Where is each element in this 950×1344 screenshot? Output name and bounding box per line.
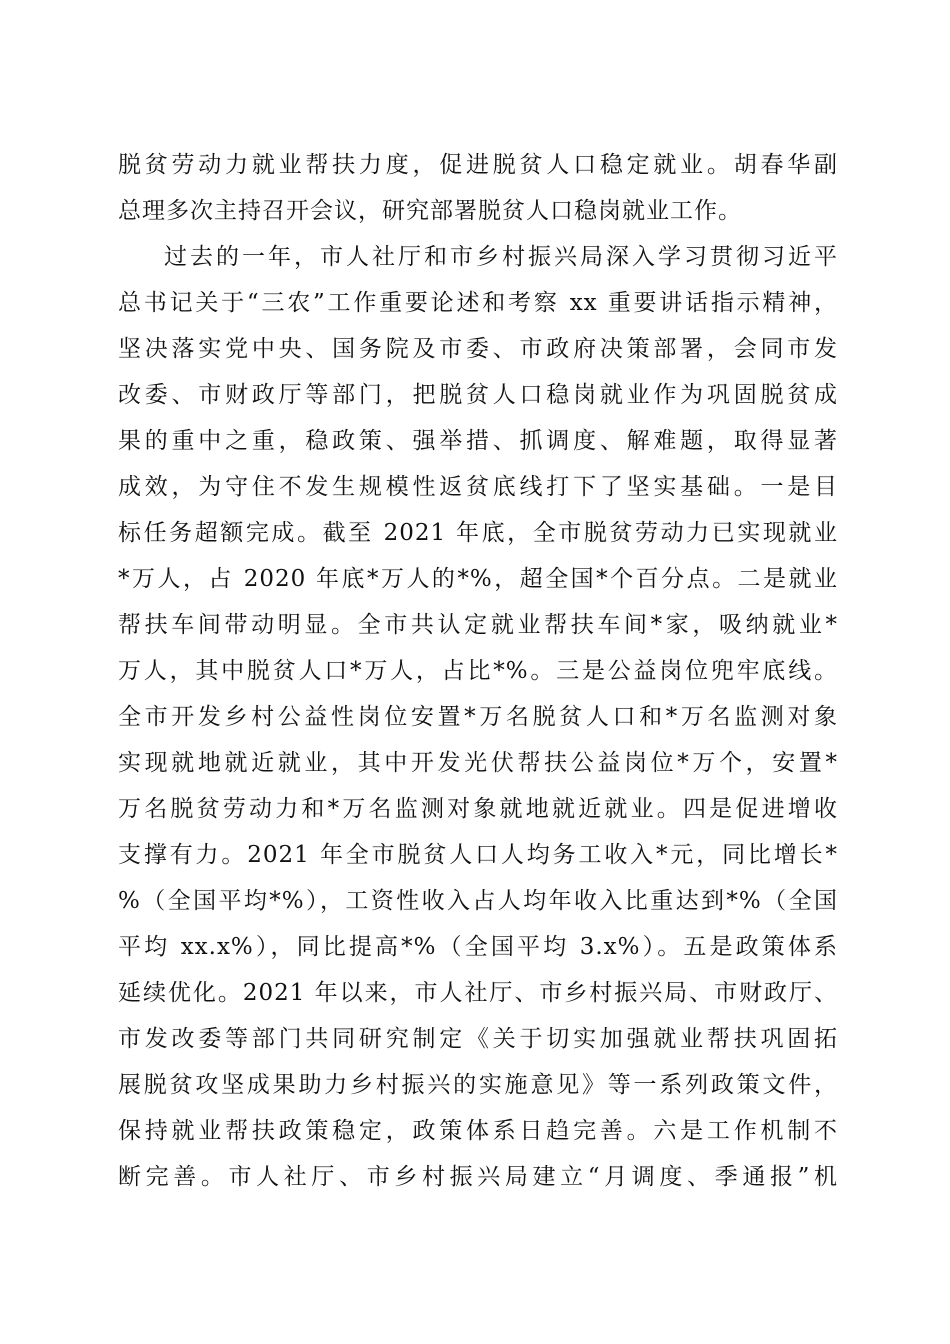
- text-line: 脱贫劳动力就业帮扶力度，促进脱贫人口稳定就业。胡春华副: [118, 152, 838, 178]
- text-line: *万人，占 2020 年底*万人的*%，超全国*个百分点。二是就业: [118, 566, 838, 592]
- paragraph-first-line: 过去的一年，市人社厅和市乡村振兴局深入学习贯彻习近平: [164, 244, 838, 270]
- text-line: 成效，为守住不发生规模性返贫底线打下了坚实基础。一是目: [118, 474, 838, 500]
- text-line: 总理多次主持召开会议，研究部署脱贫人口稳岗就业工作。: [118, 198, 742, 224]
- text-line: 全市开发乡村公益性岗位安置*万名脱贫人口和*万名监测对象: [118, 704, 838, 730]
- text-line: %（全国平均*%），工资性收入占人均年收入比重达到*%（全国: [118, 888, 838, 914]
- text-line: 市发改委等部门共同研究制定《关于切实加强就业帮扶巩固拓: [118, 1026, 838, 1052]
- text-line: 断完善。市人社厅、市乡村振兴局建立“月调度、季通报”机: [118, 1164, 838, 1190]
- body-text: [118, 142, 838, 1200]
- text-line: 平均 xx.x%），同比提高*%（全国平均 3.x%）。五是政策体系: [118, 934, 838, 960]
- text-line: 坚决落实党中央、国务院及市委、市政府决策部署，会同市发: [118, 336, 838, 362]
- text-line: 保持就业帮扶政策稳定，政策体系日趋完善。六是工作机制不: [118, 1118, 838, 1144]
- text-line: 标任务超额完成。截至 2021 年底，全市脱贫劳动力已实现就业: [118, 520, 838, 546]
- text-line: 支撑有力。2021 年全市脱贫人口人均务工收入*元，同比增长*: [118, 842, 838, 868]
- text-line: 延续优化。2021 年以来，市人社厅、市乡村振兴局、市财政厅、: [118, 980, 838, 1006]
- text-line: 实现就地就近就业，其中开发光伏帮扶公益岗位*万个，安置*: [118, 750, 838, 776]
- text-line: 展脱贫攻坚成果助力乡村振兴的实施意见》等一系列政策文件，: [118, 1072, 838, 1098]
- text-line: 果的重中之重，稳政策、强举措、抓调度、解难题，取得显著: [118, 428, 838, 454]
- text-line: 万名脱贫劳动力和*万名监测对象就地就近就业。四是促进增收: [118, 796, 838, 822]
- text-line: 万人，其中脱贫人口*万人，占比*%。三是公益岗位兜牢底线。: [118, 658, 838, 684]
- text-line: 总书记关于“三农”工作重要论述和考察 xx 重要讲话指示精神，: [118, 290, 838, 316]
- text-line: 改委、市财政厅等部门，把脱贫人口稳岗就业作为巩固脱贫成: [118, 382, 838, 408]
- text-line: 帮扶车间带动明显。全市共认定就业帮扶车间*家，吸纳就业*: [118, 612, 838, 638]
